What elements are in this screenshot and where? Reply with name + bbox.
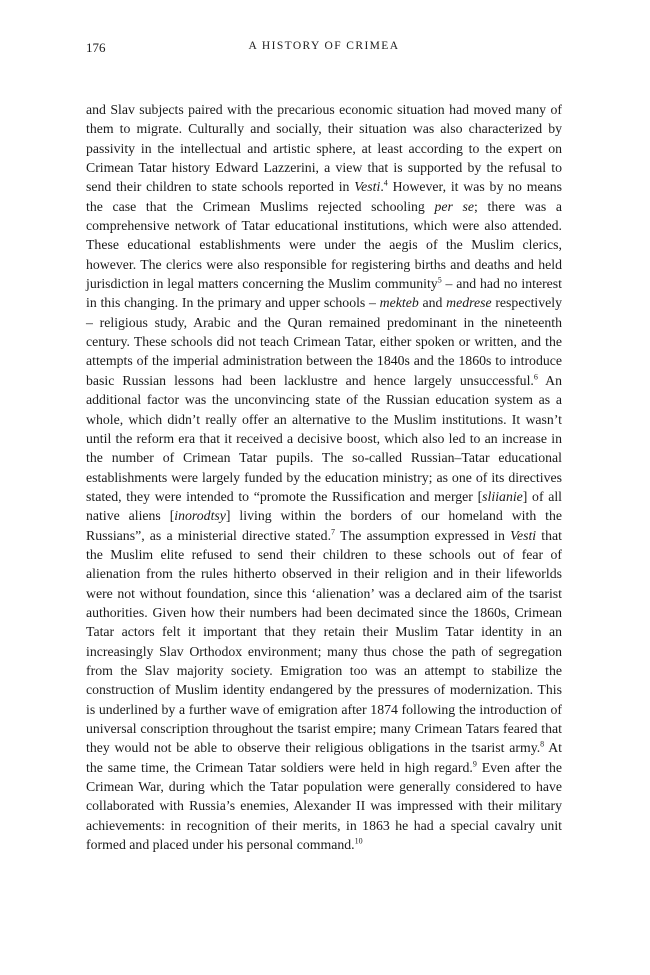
- italic-term: per se: [434, 198, 475, 214]
- italic-term: inorodtsy: [174, 508, 226, 524]
- text-segment: At the same time, the Crimean Tatar soldiers were held in high regard.: [86, 740, 562, 775]
- footnote-ref[interactable]: 9: [472, 759, 477, 769]
- running-title: A HISTORY OF CRIMEA: [248, 40, 400, 52]
- footnote-ref[interactable]: 4: [383, 178, 388, 188]
- body-paragraph: [86, 100, 562, 854]
- text-segment: .: [380, 179, 384, 195]
- page-header: [86, 40, 562, 60]
- text-segment: An additional factor was the unconvincing state of the Russian education system as a whole, which didn’t really offer an alternative to the Muslim institutions. It wasn’t until the reform era that it received a decisive boost, which also led to an increase in the number of Crimean Tatar pupils. The so-called Russian–Tatar educational establishments were largely funded by the education ministry; as one of its directives stated, they were intended to “promote the Russification and merger [: [86, 372, 562, 504]
- italic-term: mekteb: [379, 295, 419, 311]
- text-segment: However, it was by no means the case that the Crimean Muslims rejected schooling: [86, 179, 562, 214]
- text-segment: ; there was a comprehensive network of Tatar educational institutions, which were also attended. These educational establishments were under the aegis of the Muslim clerics, however. The clerics were also responsible for registering births and deaths and held jurisdiction in legal matters concerning the Muslim community: [86, 198, 562, 292]
- text-segment: and Slav subjects paired with the precarious economic situation had moved many of them to migrate. Culturally and socially, their situation was also characterized by passivity in the intellectual and artistic sphere, at least according to the expert on Crimean Tatar history Edward Lazzerini, a view that is supported by the refusal to send their children to state schools reported in: [86, 102, 562, 195]
- book-page: [86, 40, 562, 854]
- footnote-ref[interactable]: 5: [437, 275, 442, 285]
- text-segment: Even after the Crimean War, during which the Tatar population were generally considered to have collaborated with Russia’s enemies, Alexander II was impressed with their military achievements: in recognition of their merits, in 1863 he had a special cavalry unit formed and placed under his personal command.: [86, 759, 562, 853]
- text-segment: that the Muslim elite refused to send their children to these schools out of fear of alienation from the rules hitherto observed in their religion and in their lifeworlds were not without foundation, since this ‘alienation’ was a declared aim of the tsarist authorities. Given how their numbers had been decimated since the 1860s, Crimean Tatar actors felt it important that they retain their Muslim Tatar identity in an increasingly Slav Orthodox environment; many thus chose the path of segregation from the Slav majority society. Emigration too was an attempt to stabilize the construction of Muslim identity endangered by the pressures of modernization. This is underlined by a further wave of emigration after 1874 following the introduction of universal conscription throughout the tsarist empire; many Crimean Tatars feared that they would not be able to observe their religious obligations in the tsarist army.: [86, 527, 562, 756]
- footnote-ref[interactable]: 8: [540, 739, 545, 749]
- footnote-ref[interactable]: 7: [331, 526, 336, 536]
- text-segment: respectively – religious study, Arabic and the Quran remained predominant in the nineteenth century. These schools did not teach Crimean Tatar, either spoken or written, and the attempts of the imperial administration between the 1840s and the 1860s to introduce basic Russian lessons had been lacklustre and hence largely unsuccessful.: [86, 295, 562, 388]
- footnote-ref[interactable]: 10: [354, 836, 363, 846]
- text-segment: ] living within the borders of our homeland with the Russians”, as a ministerial directive stated.: [86, 508, 562, 543]
- italic-term: Vesti: [354, 179, 381, 195]
- italic-term: Vesti: [510, 527, 537, 543]
- text-segment: ] of all native aliens [: [86, 488, 563, 524]
- footnote-ref[interactable]: 6: [533, 372, 538, 382]
- body-text: [86, 100, 562, 854]
- italic-term: medrese: [446, 295, 492, 311]
- italic-term: sliianie: [482, 488, 523, 504]
- text-segment: – and had no interest in this changing. In the primary and upper schools –: [86, 276, 562, 311]
- text-segment: The assumption expressed in: [335, 527, 511, 543]
- page-number: 176: [86, 40, 106, 55]
- text-segment: and: [418, 295, 447, 311]
